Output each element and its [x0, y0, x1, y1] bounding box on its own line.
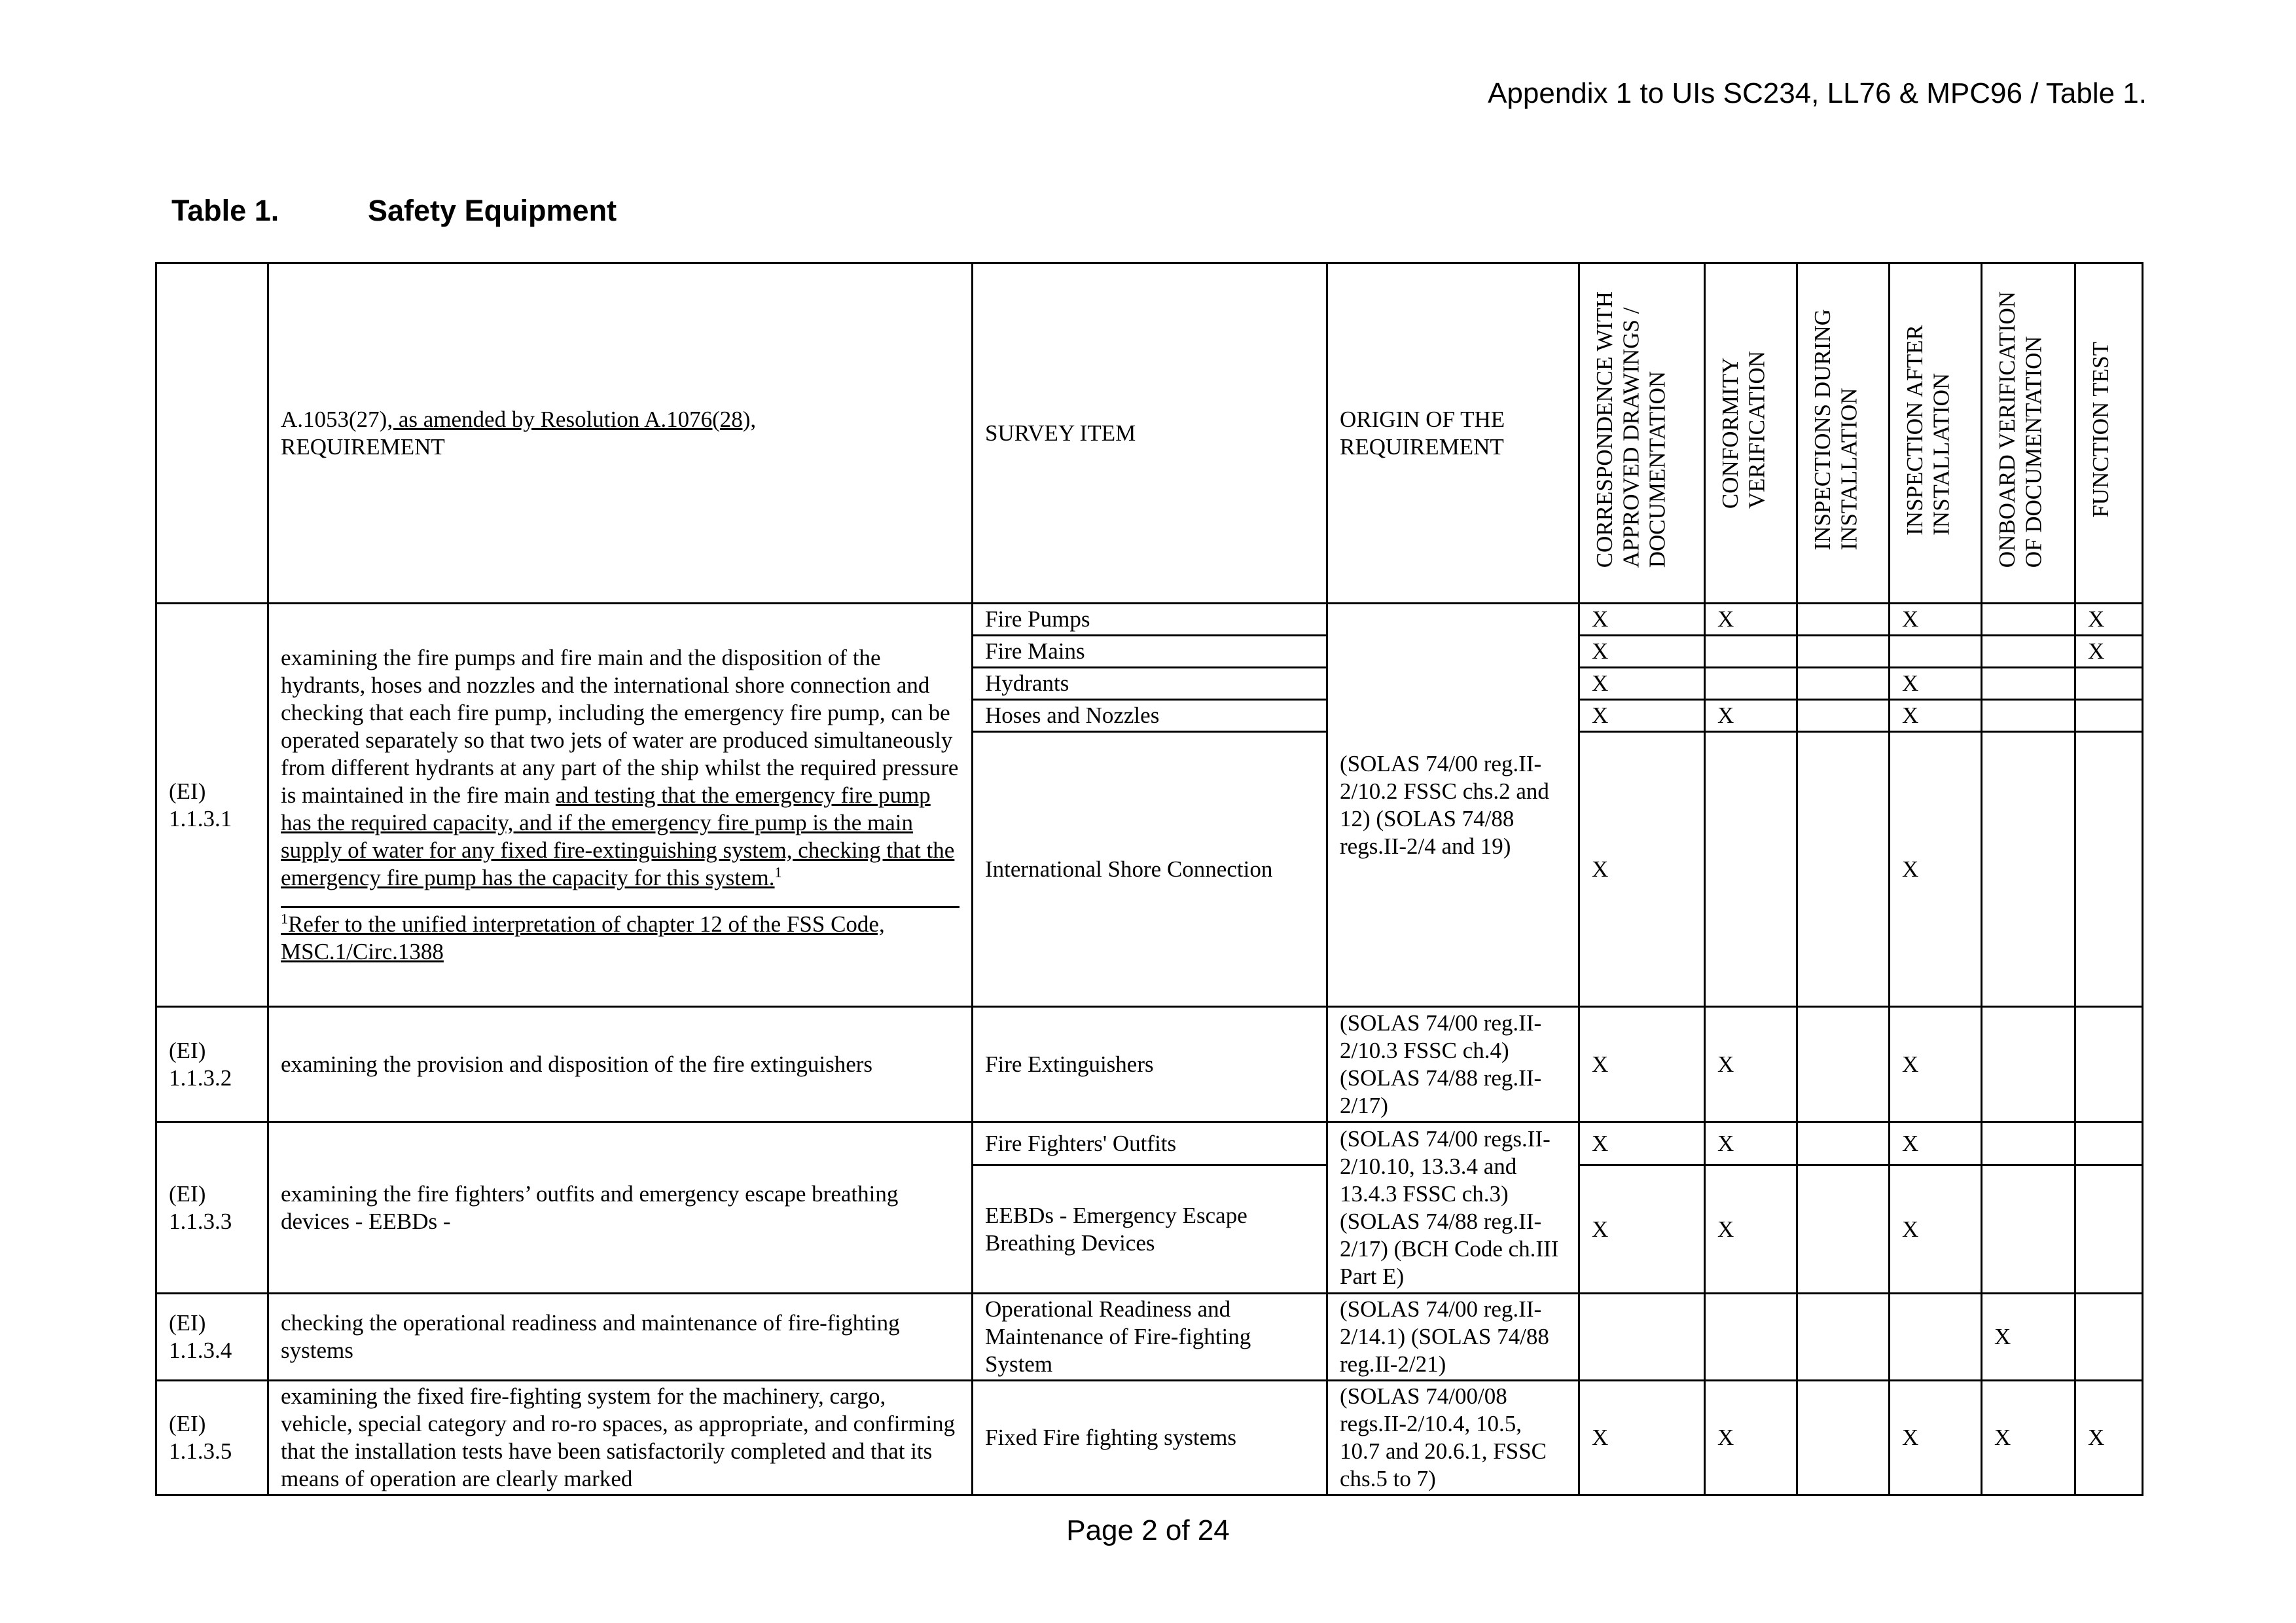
footnote-mark: 1 [281, 910, 288, 927]
check-mark [1982, 636, 2075, 668]
requirement-text-amended: and testing that the emergency fire pump has the required capacity, and if the emergency fire pump is the main supply of water for any fixed fire-extinguishing system, checking that the emergency fire pump has the capacity for this system. [281, 782, 955, 890]
check-mark [1982, 732, 2075, 1007]
check-mark [1982, 604, 2075, 636]
survey-item: Hydrants [973, 668, 1327, 700]
check-mark: X [1890, 1381, 1982, 1495]
check-mark [1797, 1007, 1890, 1122]
check-mark: X [1890, 1122, 1982, 1165]
footnote-ref: 1 [774, 864, 782, 881]
origin-text: (SOLAS 74/00/08 regs.II-2/10.4, 10.5, 10.7 and 20.6.1, FSSC chs.5 to 7) [1327, 1381, 1579, 1495]
origin-text: (SOLAS 74/00 regs.II-2/10.10, 13.3.4 and 13.4.3 FSSC ch.3) (SOLAS 74/88 reg.II-2/17) (BCH Code ch.III Part E) [1327, 1122, 1579, 1294]
survey-item: Fire Pumps [973, 604, 1327, 636]
footnote-text: Refer to the unified interpretation of chapter 12 of the FSS Code, MSC.1/Circ.1388 [281, 911, 885, 964]
check-mark [1890, 636, 1982, 668]
requirement-text [268, 604, 973, 1007]
check-mark [1705, 636, 1797, 668]
check-mark [1797, 1294, 1890, 1381]
page-number: Page 2 of 24 [1066, 1514, 1230, 1546]
check-mark: X [2075, 636, 2143, 668]
check-mark: X [1890, 604, 1982, 636]
check-mark [1797, 732, 1890, 1007]
check-mark: X [2075, 1381, 2143, 1495]
origin-text: (SOLAS 74/00 reg.II-2/10.2 FSSC chs.2 and 12) (SOLAS 74/88 regs.II-2/4 and 19) [1327, 604, 1579, 1007]
requirement-text-plain: examining the fire pumps and fire main and the disposition of the hydrants, hoses and nozzles and the international shore connection and checking that each fire pump, including the emergency fire pump, can be operated separately so that two jets of water are produced simultaneously from different hydrants at any part of the ship whilst the required pressure is maintained in the fire main [281, 645, 959, 808]
survey-item: Hoses and Nozzles [973, 700, 1327, 732]
requirement-header-amendment: , as amended by Resolution A.1076(28), [387, 406, 757, 432]
survey-item-column-header: SURVEY ITEM [973, 263, 1327, 604]
table-row [156, 604, 2143, 636]
check-mark [1705, 1294, 1797, 1381]
origin-column-header: ORIGIN OF THE REQUIREMENT [1327, 263, 1579, 604]
check-column-header [1705, 263, 1797, 604]
check-mark: X [2075, 604, 2143, 636]
check-mark [1982, 668, 2075, 700]
check-mark: X [1579, 1381, 1705, 1495]
table-title [171, 194, 617, 228]
check-header-label: INSPECTION AFTER INSTALLATION [1902, 324, 1954, 536]
survey-item: EEBDs - Emergency Escape Breathing Devices [973, 1165, 1327, 1294]
origin-text: (SOLAS 74/00 reg.II-2/10.3 FSSC ch.4) (SOLAS 74/88 reg.II-2/17) [1327, 1007, 1579, 1122]
check-mark [1797, 700, 1890, 732]
requirement-text: examining the provision and disposition of the fire extinguishers [268, 1007, 973, 1122]
check-header-label: INSPECTIONS DURING INSTALLATION [1810, 309, 1862, 551]
check-header-label: FUNCTION TEST [2088, 342, 2113, 518]
footnote [281, 906, 960, 966]
survey-item: Fixed Fire fighting systems [973, 1381, 1327, 1495]
id-column-header [156, 263, 268, 604]
survey-item: Fire Extinguishers [973, 1007, 1327, 1122]
requirement-id: (EI) 1.1.3.2 [156, 1007, 268, 1122]
table-row [156, 1122, 2143, 1165]
check-header-label: CONFORMITY VERIFICATION [1717, 350, 1770, 509]
origin-text: (SOLAS 74/00 reg.II-2/14.1) (SOLAS 74/88 reg.II-2/21) [1327, 1294, 1579, 1381]
check-column-header [1579, 263, 1705, 604]
check-column-header [1890, 263, 1982, 604]
check-mark [1579, 1294, 1705, 1381]
check-mark [2075, 1007, 2143, 1122]
check-mark: X [1579, 636, 1705, 668]
survey-item: Fire Mains [973, 636, 1327, 668]
check-mark: X [1982, 1381, 2075, 1495]
table-number: Table 1. [171, 194, 279, 227]
check-header-label: ONBOARD VERIFICATION OF DOCUMENTATION [1994, 291, 2047, 568]
check-mark [1797, 1122, 1890, 1165]
check-mark: X [1705, 1007, 1797, 1122]
requirement-text: examining the fire fighters’ outfits and emergency escape breathing devices - EEBDs - [268, 1122, 973, 1294]
check-column-header [2075, 263, 2143, 604]
header-row [156, 263, 2143, 604]
check-mark: X [1579, 1122, 1705, 1165]
check-mark: X [1579, 604, 1705, 636]
check-column-header [1982, 263, 2075, 604]
safety-equipment-table [155, 262, 2144, 1496]
check-mark: X [1579, 1007, 1705, 1122]
check-mark [2075, 668, 2143, 700]
check-mark: X [1579, 1165, 1705, 1294]
check-mark [2075, 1165, 2143, 1294]
check-mark [2075, 1122, 2143, 1165]
check-mark [1705, 732, 1797, 1007]
check-mark [2075, 1294, 2143, 1381]
survey-item: Operational Readiness and Maintenance of Fire-fighting System [973, 1294, 1327, 1381]
check-mark: X [1705, 1381, 1797, 1495]
check-mark [1797, 1165, 1890, 1294]
table-row [156, 1007, 2143, 1122]
requirement-id: (EI) 1.1.3.3 [156, 1122, 268, 1294]
requirement-header-ref: A.1053(27) [281, 406, 387, 432]
check-mark [1982, 700, 2075, 732]
requirement-text: checking the operational readiness and maintenance of fire-fighting systems [268, 1294, 973, 1381]
table-name: Safety Equipment [368, 194, 617, 227]
survey-item: International Shore Connection [973, 732, 1327, 1007]
requirement-id: (EI) 1.1.3.5 [156, 1381, 268, 1495]
requirement-text: examining the fixed fire-fighting system for the machinery, cargo, vehicle, special category and ro-ro spaces, as appropriate, and confirming that the installation tests have been satisfactorily completed and that its means of operation are clearly marked [268, 1381, 973, 1495]
check-mark: X [1982, 1294, 2075, 1381]
check-mark: X [1579, 700, 1705, 732]
check-mark: X [1890, 732, 1982, 1007]
check-mark [2075, 732, 2143, 1007]
check-mark: X [1890, 1007, 1982, 1122]
check-mark: X [1890, 1165, 1982, 1294]
check-mark: X [1579, 668, 1705, 700]
check-mark [1797, 1381, 1890, 1495]
requirement-header-label: REQUIREMENT [281, 433, 445, 460]
check-mark: X [1579, 732, 1705, 1007]
check-mark [1797, 668, 1890, 700]
check-mark: X [1705, 1122, 1797, 1165]
check-mark [1797, 604, 1890, 636]
check-column-header [1797, 263, 1890, 604]
check-mark [1890, 1294, 1982, 1381]
check-mark: X [1705, 700, 1797, 732]
check-header-label: CORRESPONDENCE WITH APPROVED DRAWINGS / DOCUMENTATION [1592, 291, 1670, 568]
check-mark [2075, 700, 2143, 732]
check-mark [1797, 636, 1890, 668]
check-mark: X [1890, 700, 1982, 732]
requirement-id: (EI) 1.1.3.1 [156, 604, 268, 1007]
table-row [156, 1294, 2143, 1381]
requirement-column-header [268, 263, 973, 604]
check-mark: X [1705, 1165, 1797, 1294]
page-header: Appendix 1 to UIs SC234, LL76 & MPC96 / Table 1. [1488, 77, 2147, 109]
table-row [156, 1381, 2143, 1495]
check-mark: X [1890, 668, 1982, 700]
check-mark [1705, 668, 1797, 700]
check-mark [1982, 1007, 2075, 1122]
check-mark [1982, 1122, 2075, 1165]
check-mark [1982, 1165, 2075, 1294]
survey-item: Fire Fighters' Outfits [973, 1122, 1327, 1165]
requirement-id: (EI) 1.1.3.4 [156, 1294, 268, 1381]
check-mark: X [1705, 604, 1797, 636]
